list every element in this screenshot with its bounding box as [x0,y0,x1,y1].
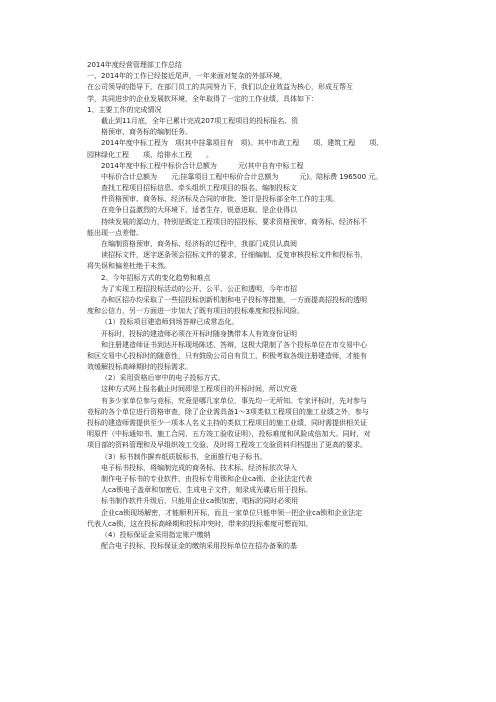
text-line: 明原件（中标通知书、施工合同、五方竣工验收证明），投标难度和风险成倍加大。同时，对 [87,430,371,439]
text-line: 一、2014年的工作已经接近尾声，一年来面对复杂的外部环境， [87,72,287,81]
subsection-heading: （4）投标保证金采用指定账户缴纳 [101,530,211,539]
subsection-heading: （2）采用资格后审中的电子投标方式。 [101,374,225,383]
text-line: 在公司领导的指导下，在部门员工的共同努力下，我们以企业效益为核心，形成互帮互 [87,83,353,92]
text-line: 中标价合计总额为 元;挂靠项目工程中标价合计总额为 元)。陪标费 196500 元。 [101,172,383,181]
text-line: 读招标文件，逐字逐条领会招标文件的要求，仔细编制、反复审核投标文件和投标书， [101,251,367,260]
text-line: 为了实现工程招投标活动的公开、公平、公正和透明，今年市招 [101,284,297,293]
text-line: 度和公信力，另一方面进一步加大了既有项目的投标难度和投标风险。 [87,307,304,316]
text-line: 配合电子投标，投标保证金的缴纳采用投标单位在招办备案的基 [101,542,297,551]
text-line: 人ca锁电子盖章和加密后，生成电子文件，刻录成光碟后用于投标。 [101,486,313,495]
text-line: 将失误和偏差杜绝于未然。 [87,262,171,271]
text-line: 在编制资格预审、商务标、经济标的过程中，我部门成员认真阅 [101,240,297,248]
text-line: 2014年度中标工程为 项(其中挂靠项目有 项)。其中市政工程 项、建筑工程 项、 [101,139,384,148]
text-line: 园林绿化工程 项、给排水工程 。 [87,150,213,159]
text-line: 持续发展的源动力，特别是既定工程项目的招投标，要求资格预审、商务标、经济标不 [101,217,367,226]
text-line: 项目部的资料管理和及早组织竣工交验、及时将工程竣工交验资料归档提出了更高的要求。 [87,441,367,450]
text-line: 格预审、商务标的编制任务。 [101,128,192,137]
text-line: 开标时，投标的建造师必须在开标时随身携带本人有效身份证明 [101,329,297,338]
document-title: 2014年度经营管理部工作总结 [87,61,182,69]
text-line: 电子标书投标，将编制完成的商务标、技术标、经济标依次导入 [101,463,297,472]
text-line: 标书制作软件升级后，只能用企业ca锁加密，唱标的同时必须用 [101,497,299,506]
text-line: 和注册建造师证书到达开标现场陈述、答辩，这极大限制了各个投标单位在市交易中心 [101,340,367,349]
text-line: 学，共同进步的企业发展软环境，全年取得了一定的工作业绩，具体如下： [87,94,318,103]
section-heading: 1、主要工作的完成情况 [87,105,162,114]
text-line: 投标的建造师需提供至少一项本人名义主持的类似工程项目的施工业绩，同时需提供相关证 [87,419,367,427]
text-line: 2014年度中标工程中标价合计总额为 元(其中自有中标工程 [101,161,304,170]
text-line: 在竞争日益激烈的大环境下，适者生存、锐意进取，是企业得以 [101,206,297,215]
subsection-heading: （1）投标项目建造师到场答辩已成常态化。 [101,318,239,327]
text-line: 代表人ca锁，这在投标高峰期和投标冲突时，带来的投标难度可想而知。 [87,519,313,528]
text-line: 办和区招办均采取了一些招投标创新机制和电子投标等措施，一方面提高招投标的透明 [101,295,367,304]
text-line: 有多少家单位参与竞标，究竟是哪几家单位，事先均一无所知。专家评标时，先对参与 [101,396,367,405]
text-line: 这种方式网上报名截止时间即是工程项目的开标时间，所以究竟 [101,385,297,394]
text-line: 件资格预审、商务标、经济标及合同的审批、签订是投标部全年工作的主项。 [101,195,339,204]
document-body [87,60,430,552]
text-line: 制作电子标书的专业软件，由投标专用锁和企业ca锁、企业法定代表 [101,474,313,483]
text-line: 截止到11月底，全年已累计完成207项工程项目的投标报名、资 [101,116,299,125]
text-line: 企业ca锁现场解密，才能顺利开标，而且一家单位只能申领一把企业ca锁和企业法定 [101,508,363,517]
text-line: 能出现一点差错。 [87,228,143,237]
section-heading: 2、今年招标方式的变化趋势和难点 [101,273,211,282]
text-line: 查找工程项目招标信息、牵头组织工程项目的报名、编制投标文 [101,184,297,193]
text-line: 竞标的各个单位进行资格审查，除了企业需具备1～3项类似工程项目的施工业绩之外，参与 [87,407,369,416]
text-line: 和区交易中心投标时的随意性，只有鼓励公司自有员工，积极考取各级注册建造师，才能有 [87,351,367,360]
text-line: 效缓解投标高峰期时的投标需求。 [87,363,192,372]
subsection-heading: （3）标书制作摒弃纸质版标书，全面推行电子标书。 [101,452,267,461]
